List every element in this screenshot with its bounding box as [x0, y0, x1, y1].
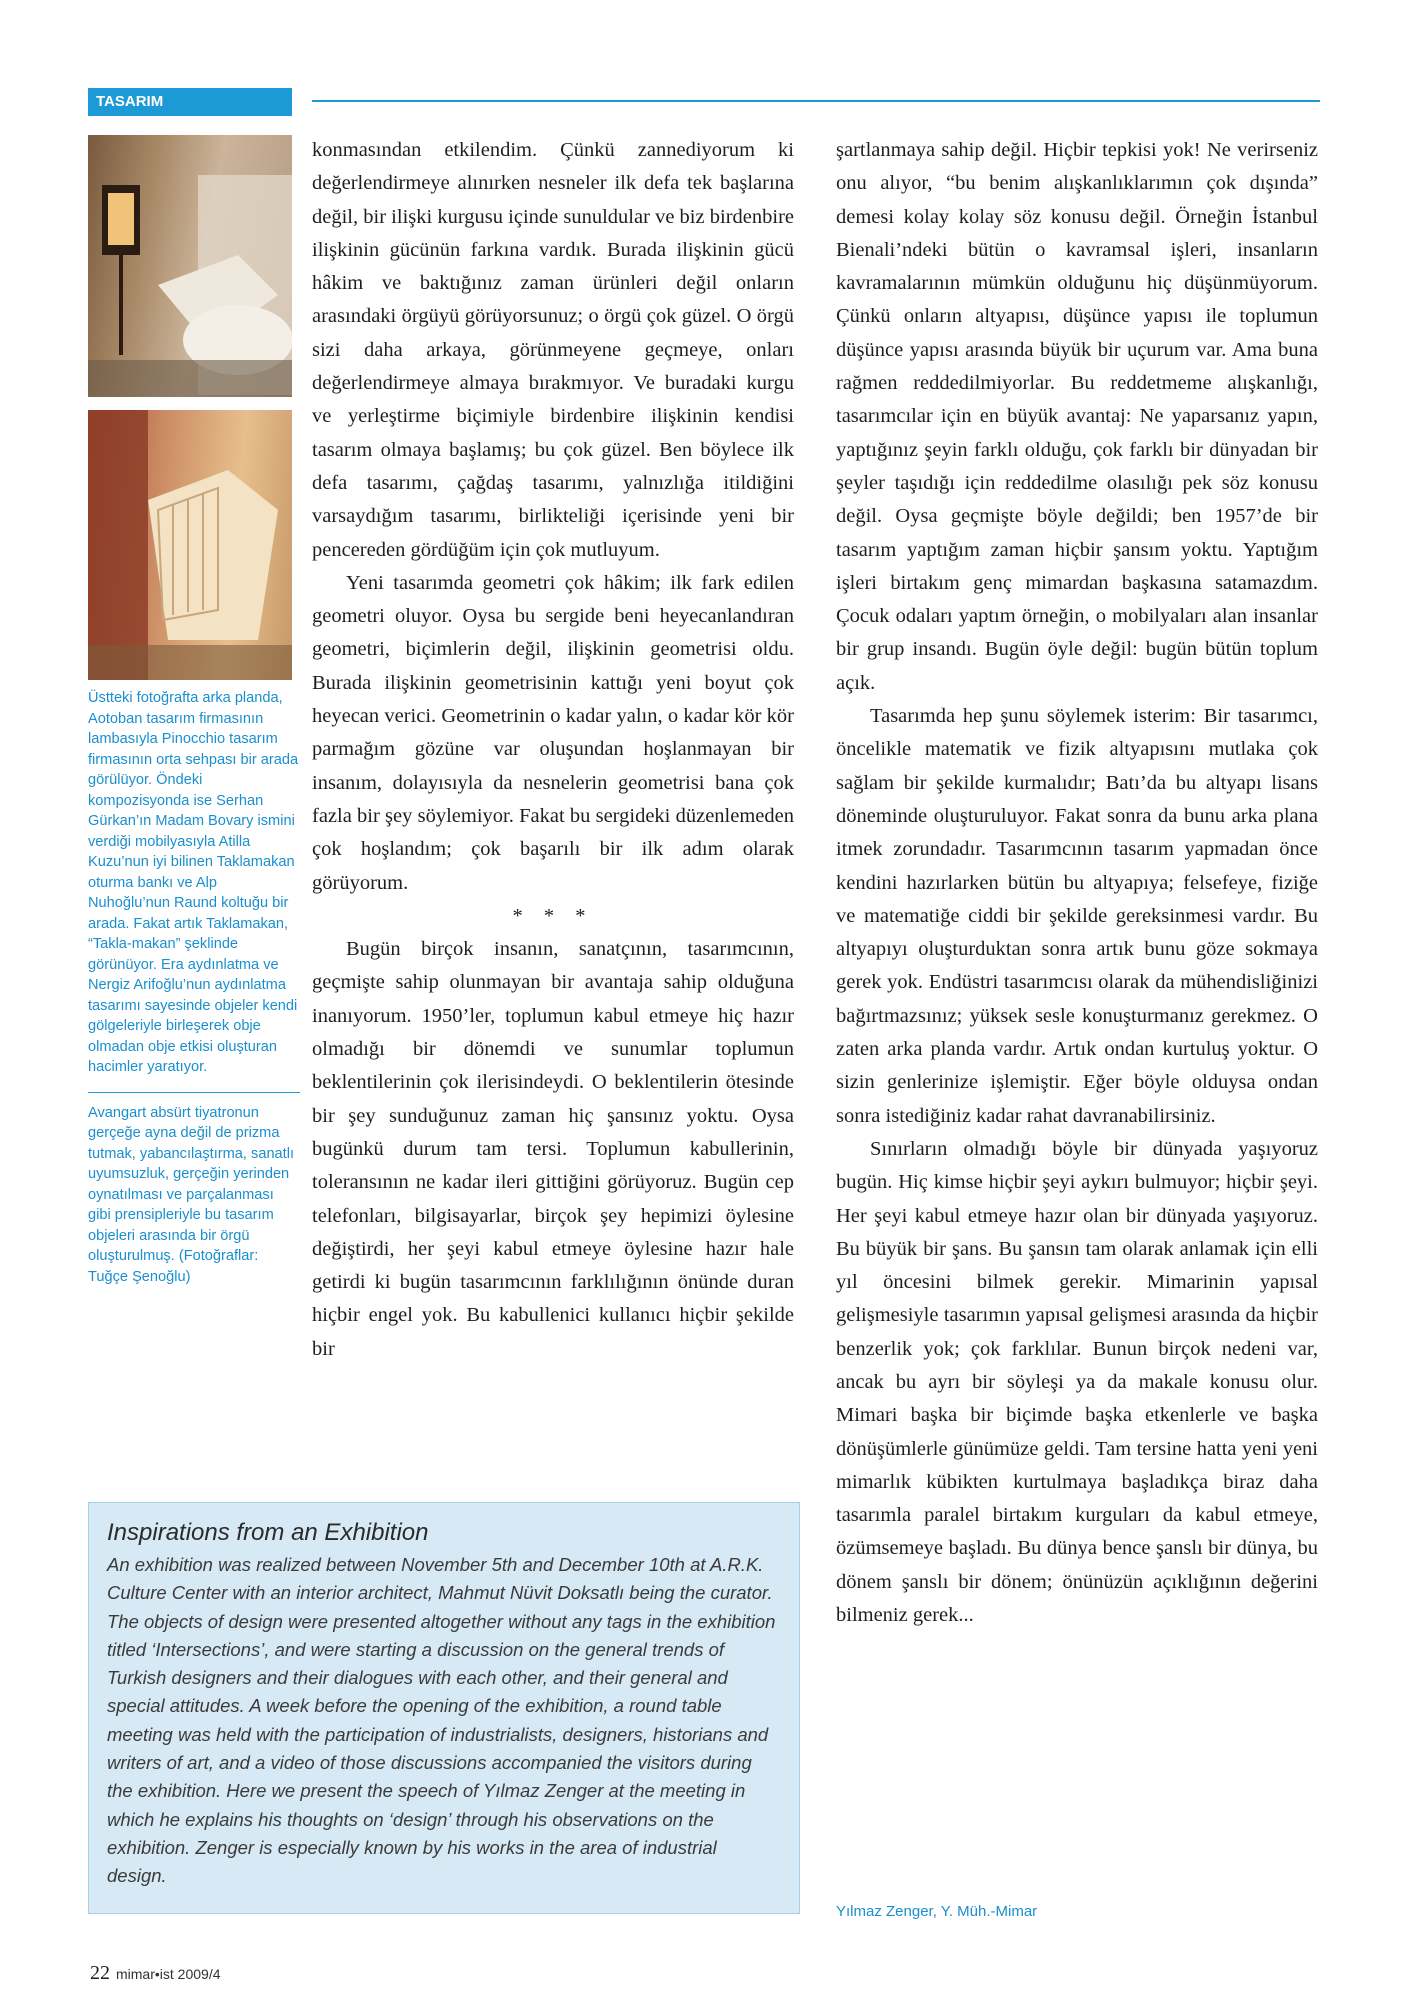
body-paragraph: Yeni tasarımda geometri çok hâkim; ilk fark edilen geometri oluyor. Oysa bu sergide beni heyecanlandıran geometri, biçimlerin değil, ilişkinin geometrisi oldu. Burada ilişkinin geometrisinin kattığı yeni boyut çok heyecan verici. Geometrinin o kadar yalın, o kadar kör kör parmağım gözüne var oluşundan hoşlanmayan bir insanım, dolayısıyla da nesnelerin geometrisi bana çok fazla bir şey söylemiyor. Fakat bu sergideki düzenlemeden çok hoşlandım; çok başarılı bir ilk adım olarak görüyorum.: [312, 571, 794, 894]
photo-captions: [88, 688, 300, 1301]
caption-2: Avangart absürt tiyatronun gerçeğe ayna değil de prizma tutmak, yabancılaştırma, sanatlı uyumsuzluk, gerçeğin yerinden oynatılması ve parçalanması gibi prensipleriyle bu tasarım objeleri arasında bir örgü oluşturulmuş. (Fotoğraflar: Tuğçe Şenoğlu): [88, 1104, 295, 1285]
article-column-middle: [312, 134, 794, 1366]
body-paragraph: Sınırların olmadığı böyle bir dünyada yaşıyoruz bugün. Hiç kimse hiçbir şeyi aykırı bulmuyor; hiçbir şeyi. Her şeyi kabul etmeye hazır olan bir dünyada yaşıyoruz. Bu büyük bir şans. Bu şansın tam olarak anlamak için elli yıl öncesini bilmek gerekir. Mimarinin yapısal gelişmesiyle tasarımın yapısal gelişmesi arasında da hiçbir benzerlik yok; çok farklılar. Bunun birçok nedeni var, ancak bu ayrı bir söyleşi ya da makale konusu olur. Mimari başka bir biçimde başka etkenlerle ve başka dönüşümlerle günümüze geldi. Tam tersine hatta yeni yeni mimarlık kübikten kurtulmaya başladıkça biraz daha tasarımla paralel birtakım kurguları da kabul etmeye, özümsemeye başladı. Bu dünya bence şanslı bir dünya, bu dönem şanslı bir dönem; önünüzün açıklığının değerini bilmeniz gerek...: [836, 1137, 1318, 1627]
caption-divider: [88, 1092, 300, 1093]
english-summary-body: An exhibition was realized between November 5th and December 10th at A.R.K. Culture Center with an interior architect, Mahmut Nüvit Doksatlı being the curator. The objects of design were presented altogether without any tags in the exhibition titled ‘Intersections’, and were starting a discussion on the general trends of Turkish designers and their dialogues with each other, and their general and special attitudes. A week before the opening of the exhibition, a round table meeting was held with the participation of industrialists, designers, historians and writers of art, and a video of those discussions accompanied the visitors during the exhibition. Here we present the speech of Yılmaz Zenger at the meeting in which he explains his thoughts on ‘design’ through his observations on the exhibition. Zenger is especially known by his works in the area of industrial design.: [107, 1554, 776, 1887]
magazine-issue: mimar•ist 2009/4: [116, 1966, 221, 1982]
caption-1: Üstteki fotoğrafta arka planda, Aotoban tasarım firmasının lambasıyla Pinocchio tasarım firmasının orta sehpası bir arada görülüyor. Öndeki kompozisyonda ise Serhan Gürkan’ın Madam Bovary ismini verdiği mobilyasıyla Atilla Kuzu’nun iyi bilinen Taklamakan oturma bankı ve Alp Nuhoğlu’nun Raund koltuğu bir arada. Fakat artık Taklamakan, “Takla-makan” şeklinde görünüyor. Era aydınlatma ve Nergiz Arifoğlu’nun aydınlatma tasarımı sayesinde objeler kendi gölgeleriyle birleşerek obje olmadan obje etkisi oluşturan hacimler yaratıyor.: [88, 690, 299, 1075]
article-column-right: [836, 134, 1318, 1632]
interior-photo-chair: [88, 410, 292, 680]
body-paragraph: Tasarımda hep şunu söylemek isterim: Bir tasarımcı, öncelikle matematik ve fizik altyapısını mutlaka çok sağlam bir şekilde kurmalıdır; Batı’da bu altyapı lisans döneminde oluşturuluyor. Fakat sonra da bunu arka plana itmek zorundadır. Tasarımcının tasarım yapmadan önce kendini hazırlarken bütün bu altyapıya; felsefeye, fiziğe ve matematiğe ciddi bir şekilde gereksinmesi vardır. Bu altyapıyı oluşturduktan sonra artık bunu göze sokmaya gerek yok. Endüstri tasarımcısı olarak da mühendisliğinizi bağırtmazsınız; yüksek sesle konuşturmanız gerekmez. O zaten arka planda vardır. Artık ondan kurtuluş yoktur. O sizin genlerinize işlemiştir. Eğer böyle olduysa ondan sonra istediğiniz kadar rahat davranabilirsiniz.: [836, 705, 1318, 1127]
body-paragraph: Bugün birçok insanın, sanatçının, tasarımcının, geçmişte sahip olunmayan bir avantaja sahip olduğuna inanıyorum. 1950’ler, toplumun kabul etmeye hiç hazır olmadığı bir dönemdi ve sunumlar toplumun beklentilerinin çok ilerisindeydi. O beklentilerin ötesinde bir şey sunduğunuz zaman hiç şansınız yoktu. Oysa bugünkü durum tam tersi. Toplumun kabullerinin, toleransının ne kadar ileri gittiğini görüyoruz. Bugün cep telefonları, bilgisayarlar, birçok şey hepimizi öylesine değiştirdi, her şeyi kabul etmeye öylesine hazır hale getirdi ki bugün tasarımcının farklılığının önünde duran hiçbir engel yok. Bu kabullenici kullanıcı hiçbir şekilde bir: [312, 938, 794, 1360]
body-paragraph: konmasından etkilendim. Çünkü zannediyorum ki değerlendirmeye alınırken nesneler ilk defa tek başlarına değil, bir ilişki kurgusu içinde sunuldular ve biz birdenbire ilişkinin gücünün farkına vardık. Burada ilişkinin gücü hâkim ve baktığınız zaman ürünleri değil onların arasındaki örgüyü görüyorsunuz; o örgü çok güzel. O örgü sizi daha arkaya, görünmeyene geçmeye, onları değerlendirmeye almaya bırakmıyor. Ve buradaki kurgu ve yerleştirme biçimiyle birdenbire ilişkinin kendisi tasarım olmaya başlamış; bu çok güzel. Ben böylece ilk defa tasarımı, çağdaş tasarımı, yalnızlığa itildiğini varsaydığım tasarımı, birlikteliği içerisinde yeni bir pencereden gördüğüm için çok mutluyum.: [312, 139, 794, 561]
page-footer: [90, 1962, 221, 1985]
header-rule: [312, 100, 1320, 102]
interior-photo-lamp: [88, 135, 292, 397]
author-signature: Yılmaz Zenger, Y. Müh.-Mimar: [836, 1903, 1038, 1920]
body-paragraph: şartlanmaya sahip değil. Hiçbir tepkisi yok! Ne verirseniz onu alıyor, “bu benim alışkanlıklarımın çok dışında” demesi kolay kolay söz konusu değil. Örneğin İstanbul Bienali’ndeki bütün o kavramsal işleri, insanların kavramalarının mümkün olduğunu hiç düşünmüyorum. Çünkü onların altyapısı, düşünce yapısı ile toplumun düşünce yapısı arasında büyük bir uçurum var. Ama buna rağmen reddedilmiyorlar. Bu reddetmeme alışkanlığı, tasarımcılar için en büyük avantaj: Ne yaparsanız yapın, yaptığınız şeyin farklı olduğu, çok farklı bir dünyadan bir şeyler taşıdığı için reddedilme olasılığı pek söz konusu değil. Oysa geçmişte böyle değildi; ben 1957’de bir tasarım yaptığım zaman hiçbir şansım yoktu. Yaptığım işleri birtakım genç mimardan başkasına satamazdım. Çocuk odaları yaptım örneğin, o mobilyaları alan insanlar bir grup insandı. Bugün öyle değil: bugün bütün toplum açık.: [836, 139, 1318, 694]
section-break: * * *: [512, 904, 594, 927]
page-number: 22: [90, 1962, 110, 1984]
english-summary-title: Inspirations from an Exhibition: [107, 1519, 429, 1546]
english-summary-box: [88, 1502, 800, 1914]
section-tag: TASARIM: [88, 88, 292, 116]
